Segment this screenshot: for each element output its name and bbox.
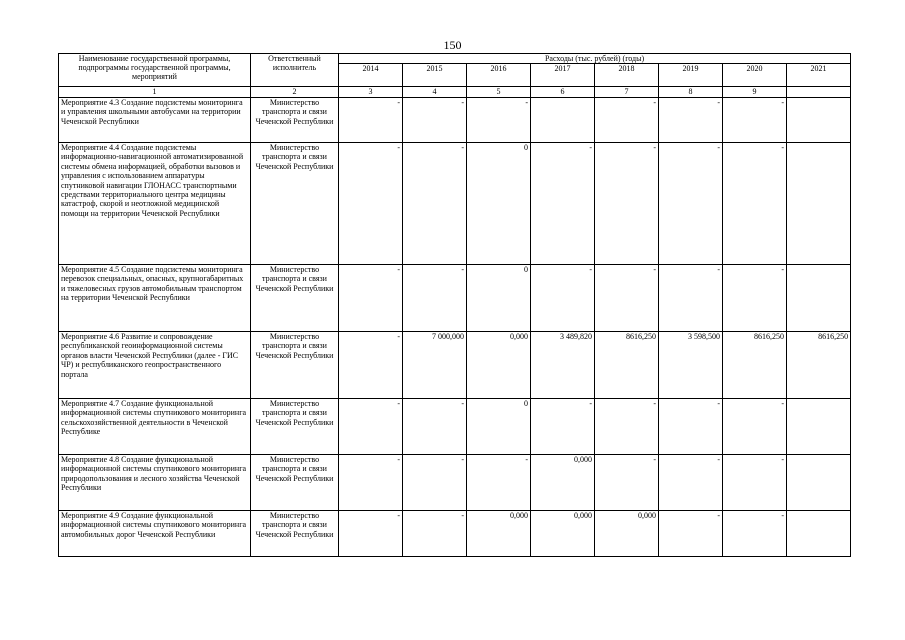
header-year: 2015	[403, 64, 467, 87]
value-cell: 3 598,500	[659, 332, 723, 399]
activity-name: Мероприятие 4.8 Создание функциональной информационной системы спутникового мониторинга природопользования и лесного хозяйства Чеченской Республики	[59, 455, 251, 511]
header-name: Наименование государственной программы, подпрограммы государственной программы, мероприятий	[59, 54, 251, 87]
column-number: 8	[659, 87, 723, 98]
value-cell: -	[723, 399, 787, 455]
value-cell: -	[659, 455, 723, 511]
value-cell	[787, 98, 851, 143]
column-number: 5	[467, 87, 531, 98]
header-year: 2014	[339, 64, 403, 87]
table-row	[59, 455, 851, 511]
value-cell: 3 489,820	[531, 332, 595, 399]
value-cell	[787, 455, 851, 511]
column-number	[787, 87, 851, 98]
value-cell: -	[339, 399, 403, 455]
value-cell: -	[339, 98, 403, 143]
header-expenses: Расходы (тыс. рублей) (годы)	[339, 54, 851, 64]
value-cell	[531, 98, 595, 143]
activity-name: Мероприятие 4.9 Создание функциональной информационной системы спутникового мониторинга автомобильных дорог Чеченской Республики	[59, 511, 251, 557]
value-cell: 0	[467, 143, 531, 265]
value-cell: 8616,250	[723, 332, 787, 399]
executor: Министерство транспорта и связи Чеченской Республики	[251, 332, 339, 399]
activity-name: Мероприятие 4.7 Создание функциональной информационной системы спутникового мониторинга сельскохозяйственной деятельности в Чеченской Республике	[59, 399, 251, 455]
table-row	[59, 265, 851, 332]
value-cell: -	[595, 399, 659, 455]
executor: Министерство транспорта и связи Чеченской Республики	[251, 455, 339, 511]
table-row	[59, 332, 851, 399]
value-cell	[787, 399, 851, 455]
column-number: 9	[723, 87, 787, 98]
header-year: 2018	[595, 64, 659, 87]
value-cell: 0,000	[595, 511, 659, 557]
executor: Министерство транспорта и связи Чеченской Республики	[251, 98, 339, 143]
value-cell: -	[595, 455, 659, 511]
value-cell: 7 000,000	[403, 332, 467, 399]
executor: Министерство транспорта и связи Чеченской Республики	[251, 143, 339, 265]
column-number: 2	[251, 87, 339, 98]
value-cell: -	[531, 143, 595, 265]
activity-name: Мероприятие 4.4 Создание подсистемы информационно-навигационной автоматизированной системы обмена информацией, обработки вызовов и управления с использованием аппаратуры спутниковой навигации ГЛОНАСС транспортными средствами территориального центра медицины катастроф, скорой и неотложной медицинской помощи на территории Чеченской Республики	[59, 143, 251, 265]
executor: Министерство транспорта и связи Чеченской Республики	[251, 265, 339, 332]
value-cell: 0,000	[467, 332, 531, 399]
value-cell: 8616,250	[595, 332, 659, 399]
value-cell: -	[723, 98, 787, 143]
value-cell: -	[595, 265, 659, 332]
column-number: 7	[595, 87, 659, 98]
value-cell: -	[723, 143, 787, 265]
header-year: 2017	[531, 64, 595, 87]
value-cell: -	[723, 511, 787, 557]
value-cell: -	[659, 98, 723, 143]
value-cell: -	[339, 455, 403, 511]
header-year: 2021	[787, 64, 851, 87]
value-cell: -	[339, 265, 403, 332]
table-row	[59, 98, 851, 143]
value-cell: -	[339, 143, 403, 265]
header-year: 2016	[467, 64, 531, 87]
value-cell: 0,000	[531, 511, 595, 557]
value-cell: -	[403, 98, 467, 143]
value-cell: 0,000	[531, 455, 595, 511]
value-cell: 0	[467, 399, 531, 455]
table-row	[59, 143, 851, 265]
activity-name: Мероприятие 4.3 Создание подсистемы мониторинга и управления школьными автобусами на территории Чеченской Республики	[59, 98, 251, 143]
header-executor: Ответственный исполнитель	[251, 54, 339, 87]
value-cell: 0,000	[467, 511, 531, 557]
value-cell: -	[723, 455, 787, 511]
value-cell: -	[659, 511, 723, 557]
value-cell	[787, 511, 851, 557]
value-cell: -	[467, 98, 531, 143]
value-cell	[787, 143, 851, 265]
value-cell: 8616,250	[787, 332, 851, 399]
column-number: 3	[339, 87, 403, 98]
value-cell: -	[403, 455, 467, 511]
value-cell: -	[659, 399, 723, 455]
page-number: 150	[443, 38, 462, 52]
executor: Министерство транспорта и связи Чеченской Республики	[251, 511, 339, 557]
value-cell: -	[403, 265, 467, 332]
value-cell: -	[467, 455, 531, 511]
column-number: 4	[403, 87, 467, 98]
value-cell: -	[403, 143, 467, 265]
activity-name: Мероприятие 4.5 Создание подсистемы мониторинга перевозок специальных, опасных, крупногабаритных и тяжеловесных грузов автомобильным транспортом на территории Чеченской Республики	[59, 265, 251, 332]
column-number: 6	[531, 87, 595, 98]
value-cell: -	[403, 399, 467, 455]
executor: Министерство транспорта и связи Чеченской Республики	[251, 399, 339, 455]
value-cell: -	[659, 265, 723, 332]
expenses-table	[58, 53, 851, 557]
activity-name: Мероприятие 4.6 Развитие и сопровождение республиканской геоинформационной системы органов власти Чеченской Республики (далее - ГИС ЧР) и республиканского геопространственного портала	[59, 332, 251, 399]
value-cell: -	[339, 332, 403, 399]
value-cell: -	[339, 511, 403, 557]
value-cell: 0	[467, 265, 531, 332]
header-year: 2020	[723, 64, 787, 87]
table-row	[59, 511, 851, 557]
column-number: 1	[59, 87, 251, 98]
value-cell: -	[723, 265, 787, 332]
value-cell: -	[531, 265, 595, 332]
value-cell: -	[595, 143, 659, 265]
value-cell: -	[531, 399, 595, 455]
value-cell: -	[403, 511, 467, 557]
value-cell: -	[595, 98, 659, 143]
header-year: 2019	[659, 64, 723, 87]
value-cell	[787, 265, 851, 332]
value-cell: -	[659, 143, 723, 265]
table-row	[59, 399, 851, 455]
